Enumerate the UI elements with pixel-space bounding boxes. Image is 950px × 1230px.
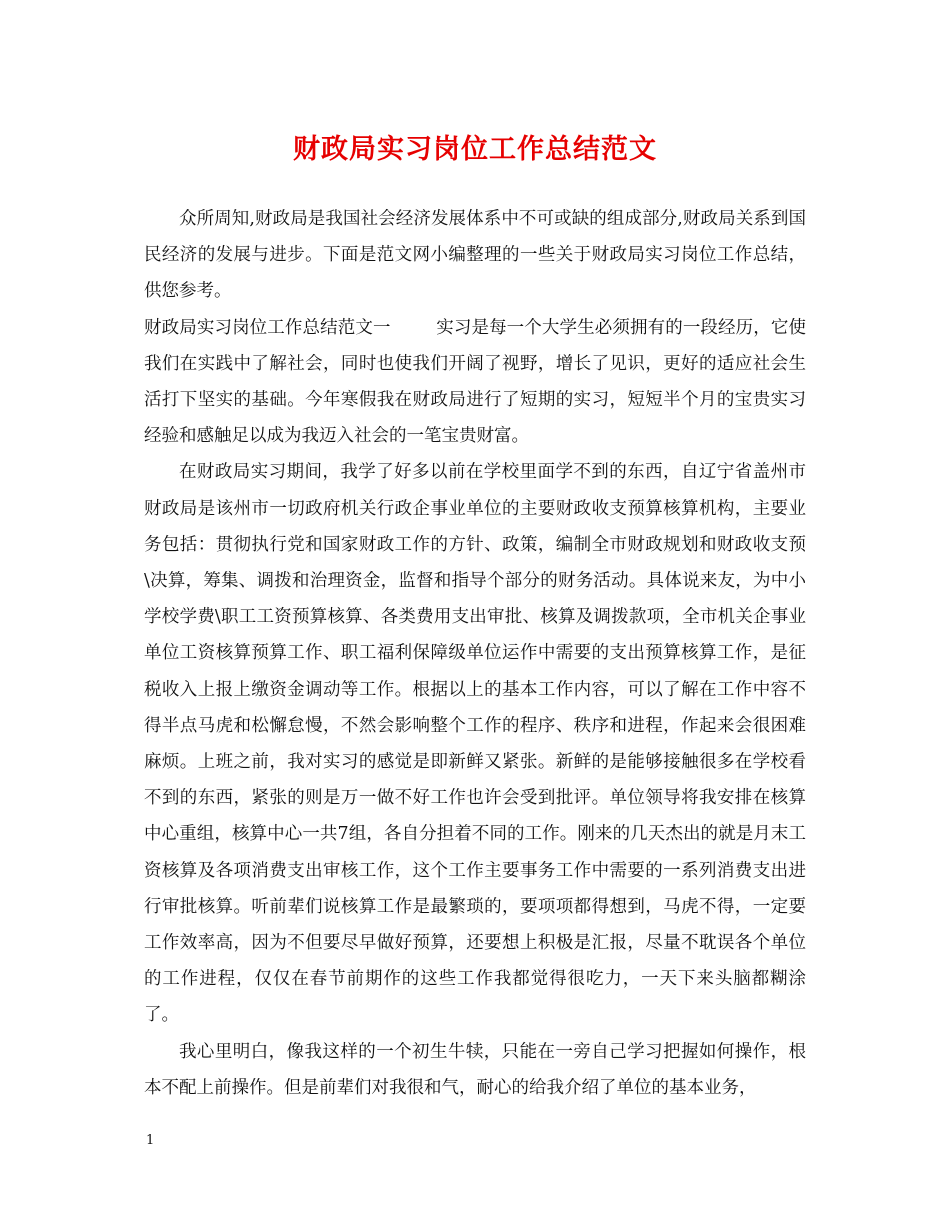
intro-paragraph: 众所周知,财政局是我国社会经济发展体系中不可或缺的组成部分,财政局关系到国民经济的发展与进步。下面是范文网小编整理的一些关于财政局实习岗位工作总结，供您参考。 [144, 209, 806, 302]
section-paragraph [144, 310, 806, 455]
closing-paragraph: 我心里明白，像我这样的一个初生牛犊，只能在一旁自己学习把握如何操作，根本不配上前操作。但是前辈们对我很和气，耐心的给我介绍了单位的基本业务， [144, 1041, 806, 1098]
page-number: 1 [146, 1133, 155, 1148]
body-paragraph: 在财政局实习期间，我学了好多以前在学校里面学不到的东西，自辽宁省盖州市财政局是该州市一切政府机关行政企事业单位的主要财政收支预算核算机构，主要业务包括：贯彻执行党和国家财政工作的方针、政策，编制全市财政规划和财政收支预\决算，筹集、调拨和治理资金，监督和指导个部分的财务活动。具体说来友，为中小学校学费\职工工资预算核算、各类费用支出审批、核算及调拨款项，全市机关企事业单位工资核算预算工作、职工福利保障级单位运作中需要的支出预算核算工作，是征税收入上报上缴资金调动等工作。根据以上的基本工作内容，可以了解在工作中容不得半点马虎和松懈怠慢，不然会影响整个工作的程序、秩序和进程，作起来会很困难麻烦。上班之前，我对实习的感觉是即新鲜又紧张。新鲜的是能够接触很多在学校看不到的东西，紧张的则是万一做不好工作也许会受到批评。单位领导将我安排在核算中心重组，核算中心一共7组，各自分担着不同的工作。刚来的几天杰出的就是月末工资核算及各项消费支出审核工作，这个工作主要事务工作中需要的一系列消费支出进行审批核算。听前辈们说核算工作是最繁琐的，要项项都得想到，马虎不得，一定要工作效率高，因为不但要尽早做好预算，还要想上积极是汇报，尽量不耽误各个单位的工作进程，仅仅在春节前期作的这些工作我都觉得很吃力，一天下来头脑都糊涂了。 [144, 462, 806, 1026]
document-body [144, 201, 806, 1106]
section-heading: 财政局实习岗位工作总结范文一 [144, 317, 391, 338]
document-title: 财政局实习岗位工作总结范文 [293, 134, 657, 165]
section-text: 实习是每一个大学生必须拥有的一段经历，它使我们在实践中了解社会，同时也使我们开阔了视野，增长了见识，更好的适应社会生活打下坚实的基础。今年寒假我在财政局进行了短期的实习，短短半个月的宝贵实习经验和感触足以成为我迈入社会的一笔宝贵财富。 [144, 317, 807, 447]
